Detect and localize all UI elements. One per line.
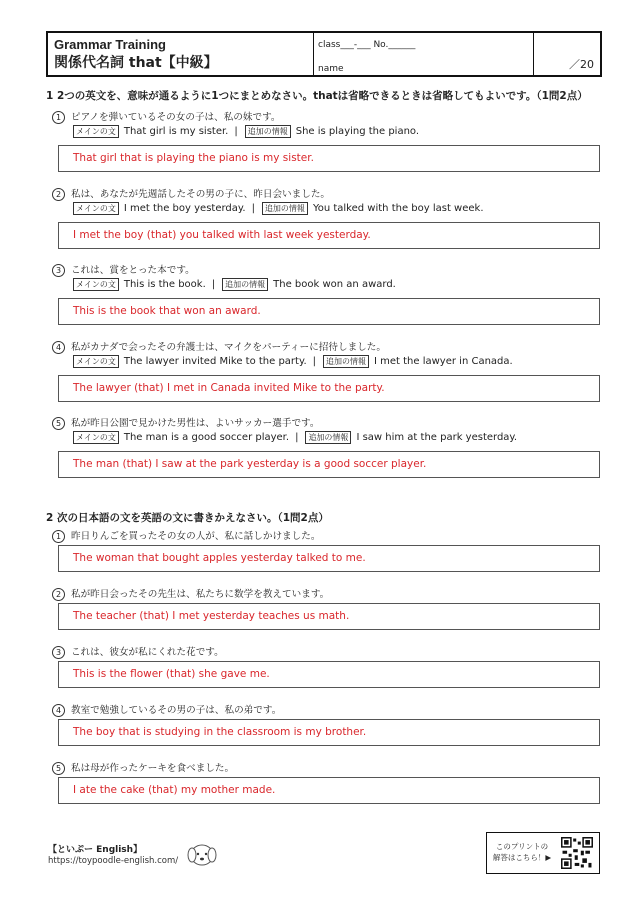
question-number: 5 <box>52 762 65 775</box>
s2-q1-answer[interactable]: The woman that bought apples yesterday talked to me. <box>58 545 600 572</box>
name-field[interactable]: name <box>318 64 344 74</box>
divider: | <box>295 432 299 443</box>
s1-q1-sentences <box>52 125 419 138</box>
question-number: 3 <box>52 646 65 659</box>
title-japanese: 関係代名詞 that【中級】 <box>54 55 218 71</box>
jp-sentence: 私は母が作ったケーキを食べました。 <box>71 763 235 774</box>
extra-sentence: I met the lawyer in Canada. <box>374 356 513 367</box>
qr-caption <box>491 841 553 863</box>
extra-tag: 追加の情報 <box>245 125 291 138</box>
main-tag: メインの文 <box>73 125 119 138</box>
question-number: 2 <box>52 188 65 201</box>
qr-code-icon[interactable] <box>561 837 593 869</box>
question-number: 3 <box>52 264 65 277</box>
s2-q5-answer[interactable]: I ate the cake (that) my mother made. <box>58 777 600 804</box>
jp-sentence: 私は、あなたが先週話したその男の子に、昨日会いました。 <box>71 189 331 200</box>
extra-tag: 追加の情報 <box>222 278 268 291</box>
main-sentence: This is the book. <box>123 279 206 290</box>
class-number-field[interactable]: class___-___ No.______ <box>318 40 416 50</box>
s2-q2-answer[interactable]: The teacher (that) I met yesterday teaches us math. <box>58 603 600 630</box>
extra-tag: 追加の情報 <box>305 431 351 444</box>
jp-sentence: これは、賞をとった本です。 <box>71 265 195 276</box>
s2-q2-prompt <box>52 586 329 601</box>
s1-q4-prompt <box>52 339 386 354</box>
score-block <box>534 33 600 75</box>
jp-sentence: 私がカナダで会ったその弁護士は、マイクをパーティーに招待しました。 <box>71 342 386 353</box>
s2-q5-prompt <box>52 760 234 775</box>
main-sentence: I met the boy yesterday. <box>123 203 246 214</box>
s1-q4-answer[interactable]: The lawyer (that) I met in Canada invited Mike to the party. <box>58 375 600 402</box>
s1-q5-sentences <box>52 431 517 444</box>
extra-sentence: You talked with the boy last week. <box>312 203 484 214</box>
main-tag: メインの文 <box>73 431 119 444</box>
s1-q3-sentences <box>52 278 396 291</box>
main-sentence: That girl is my sister. <box>123 126 229 137</box>
qr-caption-line2: 解答はこちら！▶ <box>492 853 552 862</box>
title-english: Grammar Training <box>54 37 166 52</box>
section2-heading: 2 次の日本語の文を英語の文に書きかえなさい。（1問2点） <box>46 512 329 524</box>
extra-sentence: The book won an award. <box>273 279 396 290</box>
poodle-mascot-icon <box>183 838 221 870</box>
s1-q3-answer[interactable]: This is the book that won an award. <box>58 298 600 325</box>
score-total: ／20 <box>569 58 594 71</box>
jp-sentence: 私が昨日会ったその先生は、私たちに数学を教えています。 <box>71 589 330 600</box>
question-number: 5 <box>52 417 65 430</box>
brand-name: 【といぷー English】 <box>48 845 143 855</box>
s1-q1-answer[interactable]: That girl that is playing the piano is my sister. <box>58 145 600 172</box>
s1-q5-answer[interactable]: The man (that) I saw at the park yesterday is a good soccer player. <box>58 451 600 478</box>
answer-qr-box[interactable] <box>486 832 600 874</box>
divider: | <box>234 126 238 137</box>
title-block <box>48 33 314 75</box>
s2-q4-answer[interactable]: The boy that is studying in the classroom is my brother. <box>58 719 600 746</box>
s1-q4-sentences <box>52 355 513 368</box>
qr-caption-line1: このプリントの <box>495 842 549 851</box>
divider: | <box>312 356 317 367</box>
section1-heading: 1 2つの英文を、意味が通るように1つにまとめなさい。thatは省略できるときは省略してもよいです。（1問2点） <box>46 90 588 102</box>
jp-sentence: 教室で勉強しているその男の子は、私の弟です。 <box>71 705 282 716</box>
s1-q2-answer[interactable]: I met the boy (that) you talked with last week yesterday. <box>58 222 600 249</box>
s1-q3-prompt <box>52 262 195 277</box>
s1-q1-prompt <box>52 109 281 124</box>
s1-q5-prompt <box>52 415 319 430</box>
extra-tag: 追加の情報 <box>323 355 369 368</box>
main-sentence: The man is a good soccer player. <box>123 432 290 443</box>
jp-sentence: 昨日りんごを買ったその女の人が、私に話しかけました。 <box>71 531 321 542</box>
class-name-block <box>314 33 534 75</box>
s2-q3-answer[interactable]: This is the flower (that) she gave me. <box>58 661 600 688</box>
divider: | <box>251 203 255 214</box>
question-number: 1 <box>52 530 65 543</box>
s2-q4-prompt <box>52 702 281 717</box>
main-tag: メインの文 <box>73 202 119 215</box>
question-number: 1 <box>52 111 65 124</box>
extra-sentence: She is playing the piano. <box>295 126 420 137</box>
worksheet-header <box>46 31 602 77</box>
main-tag: メインの文 <box>73 278 119 291</box>
s1-q2-prompt <box>52 186 330 201</box>
question-number: 2 <box>52 588 65 601</box>
question-number: 4 <box>52 341 65 354</box>
jp-sentence: 私が昨日公園で見かけた男性は、よいサッカー選手です。 <box>71 418 320 429</box>
s2-q1-prompt <box>52 528 320 543</box>
main-sentence: The lawyer invited Mike to the party. <box>123 356 307 367</box>
brand-url[interactable]: https://toypoodle-english.com/ <box>48 856 179 866</box>
divider: | <box>211 279 216 290</box>
question-number: 4 <box>52 704 65 717</box>
s1-q2-sentences <box>52 202 484 215</box>
jp-sentence: ピアノを弾いているその女の子は、私の妹です。 <box>71 112 281 123</box>
jp-sentence: これは、彼女が私にくれた花です。 <box>71 647 224 658</box>
extra-tag: 追加の情報 <box>262 202 308 215</box>
s2-q3-prompt <box>52 644 224 659</box>
extra-sentence: I saw him at the park yesterday. <box>356 432 518 443</box>
main-tag: メインの文 <box>73 355 119 368</box>
